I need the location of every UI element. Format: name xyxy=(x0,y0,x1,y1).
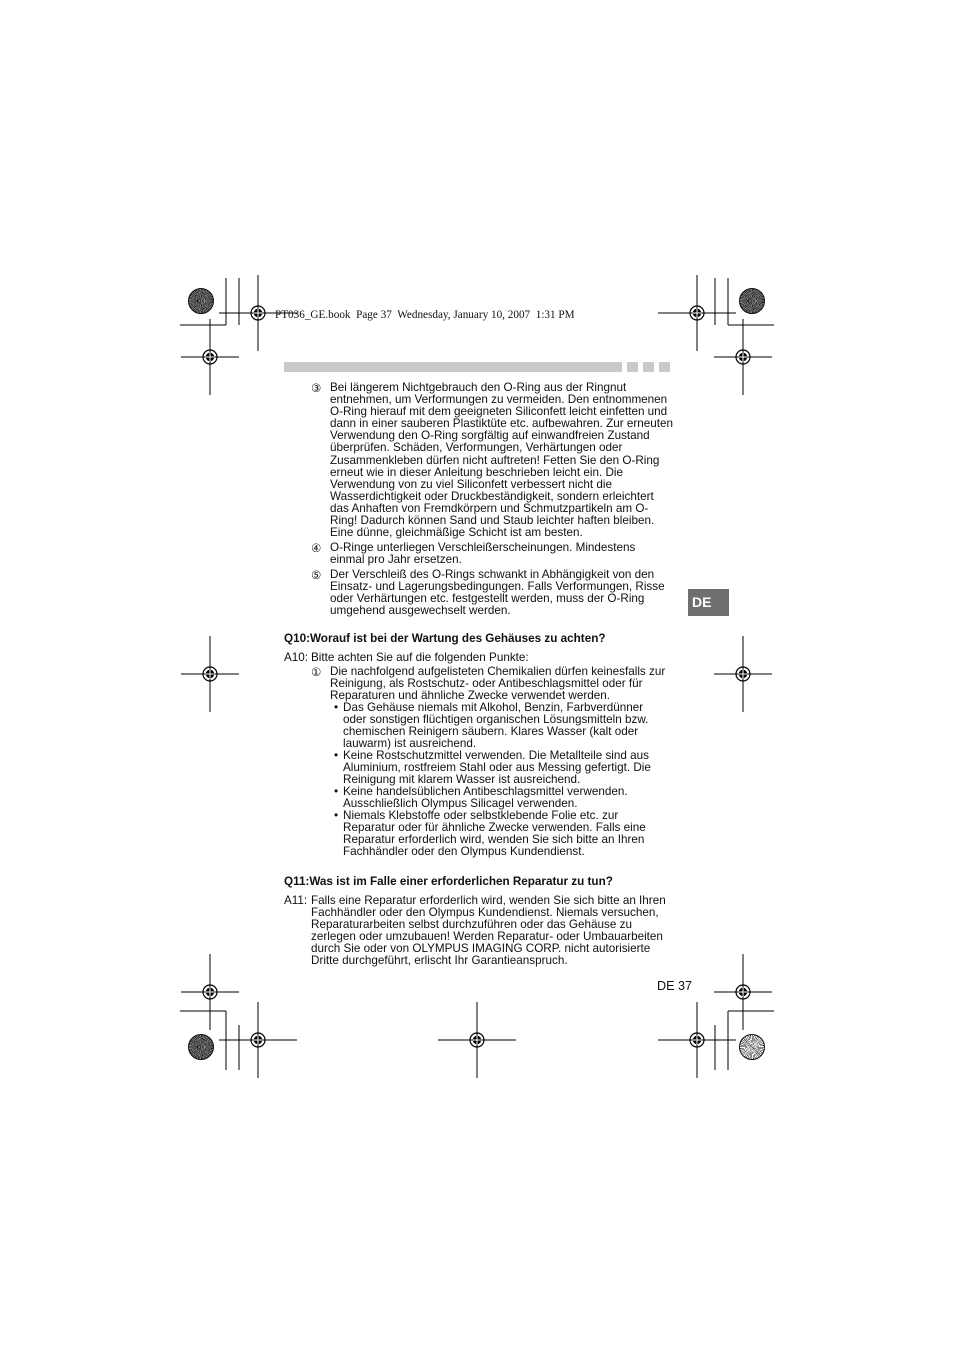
bullet-symbol: • xyxy=(334,701,339,714)
color-target xyxy=(739,288,765,314)
bullet-text: Niemals Klebstoffe oder selbstklebende Folie etc. zur Reparatur oder für ähnliche Zwecke verwenden. Falls eine Reparatur erforderlich wird, wenden Sie sich bitte an Ihren Fachhändler oder den Olympus Kundendienst. xyxy=(343,809,646,859)
registration-mark xyxy=(181,636,239,712)
language-tab-label: DE xyxy=(692,594,712,610)
header-bar-square xyxy=(643,362,654,372)
question-heading: Q11:Was ist im Falle einer erforderlichen Reparatur zu tun? xyxy=(284,875,613,888)
bullet-text: Das Gehäuse niemals mit Alkohol, Benzin, Farbverdünner oder sonstigen flüchtigen organischen Lösungsmitteln bzw. chemischen Reinigern säubern. Klares Wasser (kalt oder lauwarm) ist ausreichend. xyxy=(343,701,649,751)
page-number: DE 37 xyxy=(657,979,693,993)
item-text: Bei längerem Nichtgebrauch den O-Ring aus der Ringnut entnehmen, um Verformungen zu vermeiden. Den entnommenen O-Ring hierauf mit dem geeigneten Siliconfett leicht einfetten und dann in einer sauberen Plastiktüte etc. aufbewahren. Zur erneuten Verwendung den O-Ring sorgfältig auf einwandfreien Zustand überprüfen. Schäden, Verformungen, Verhärtungen oder Zusammenkleben dürfen nicht auftreten! Fetten Sie den O-Ring erneut wie in dieser Anleitung beschrieben leicht ein. Die Verwendung von zu viel Siliconfett verbessert nicht die Wasserdichtigkeit oder Druckbeständigkeit, sondern erleichtert das Anhaften von Fremdkörpern und Schmutzpartikeln am O- Ring! Dadurch können Sand und Staub leichter haften bleiben. Eine dünne, gleichmäßige Schicht ist am besten. xyxy=(330,381,674,540)
header-bar xyxy=(284,362,622,372)
registration-mark xyxy=(219,1002,297,1078)
answer-label: A11: xyxy=(284,894,308,907)
item-text: O-Ringe unterliegen Verschleißerscheinungen. Mindestens einmal pro Jahr ersetzen. xyxy=(330,541,636,567)
registration-mark xyxy=(714,319,772,395)
registration-mark xyxy=(714,954,772,1030)
bullet-symbol: • xyxy=(334,749,339,762)
bullet-symbol: • xyxy=(334,809,339,822)
registration-mark xyxy=(181,954,239,1030)
book-info-slug: PT036_GE.book Page 37 Wednesday, January 10, 2007 1:31 PM xyxy=(275,309,575,321)
answer-text: Falls eine Reparatur erforderlich wird, wenden Sie sich bitte an Ihren Fachhändler oder den Olympus Kundendienst. Niemals versuchen, Reparaturarbeiten selbst durchzuführen oder das Gehäuse zu zerlegen oder umzubauen! Werden Reparatur- oder Umbauarbeiten durch Sie oder von OLYMPUS IMAGING CORP. nicht autorisierte Dritte durchgeführt, erlischt Ihr Garantieanspruch. xyxy=(311,894,666,968)
item-number: ⑤ xyxy=(311,568,322,582)
registration-mark xyxy=(438,1002,516,1078)
item-number: ④ xyxy=(311,541,322,555)
bullet-text: Keine handelsüblichen Antibeschlagsmittel verwenden. Ausschließlich Olympus Silicagel verwenden. xyxy=(343,785,628,811)
bullet-text: Keine Rostschutzmittel verwenden. Die Metallteile sind aus Aluminium, rostfreiem Stahl oder aus Messing gefertigt. Die Reinigung mit klarem Wasser ist ausreichend. xyxy=(343,749,651,787)
language-tab xyxy=(688,589,729,616)
answer-intro: Bitte achten Sie auf die folgenden Punkte: xyxy=(311,651,529,664)
answer-label: A10: xyxy=(284,651,309,664)
registration-mark xyxy=(658,275,736,351)
header-bar-square xyxy=(627,362,638,372)
registration-mark xyxy=(181,319,239,395)
color-target xyxy=(188,1034,214,1060)
question-heading: Q10:Worauf ist bei der Wartung des Gehäuses zu achten? xyxy=(284,632,606,645)
registration-mark xyxy=(658,1002,736,1078)
item-text: Der Verschleiß des O-Rings schwankt in Abhängigkeit von den Einsatz- und Lagerungsbedingungen. Falls Verformungen, Risse oder Verhärtungen etc. festgestellt werden, muss der O-Ring umgehend ausgewechselt werden. xyxy=(330,568,665,618)
color-target xyxy=(188,288,214,314)
color-target xyxy=(739,1034,765,1060)
point-number: ① xyxy=(311,665,322,679)
item-number: ③ xyxy=(311,381,322,395)
header-bar-square xyxy=(659,362,670,372)
bullet-symbol: • xyxy=(334,785,339,798)
point-text: Die nachfolgend aufgelisteten Chemikalien dürfen keinesfalls zur Reinigung, als Rostschutz- oder Antibeschlagsmittel oder für Reparaturen und ähnliche Zwecke verwendet werden. xyxy=(330,665,666,703)
registration-mark xyxy=(714,636,772,712)
